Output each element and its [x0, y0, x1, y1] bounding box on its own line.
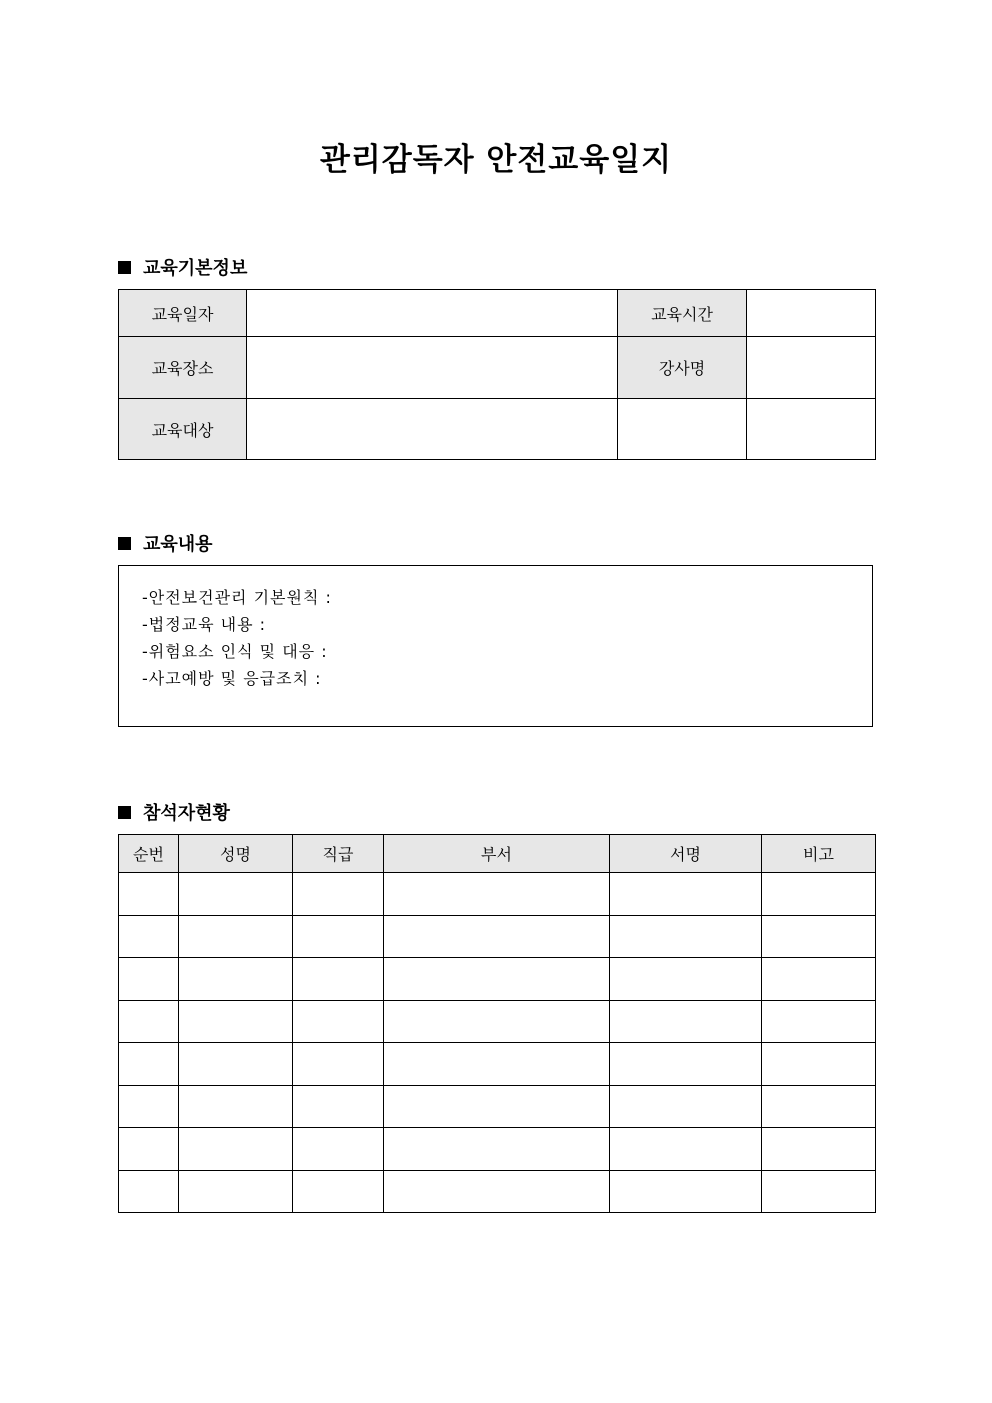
attendance-cell-position[interactable]: [293, 1170, 384, 1213]
table-row: [119, 399, 876, 460]
attendance-cell-remarks[interactable]: [762, 958, 876, 1001]
content-line: -법정교육 내용 :: [142, 615, 267, 634]
attendance-cell-position[interactable]: [293, 915, 384, 958]
attendance-cell-number[interactable]: [119, 915, 179, 958]
column-header-remarks: 비고: [762, 835, 876, 873]
content-line: -위험요소 인식 및 대응 :: [142, 642, 328, 661]
section-heading-basic-info: [118, 254, 247, 280]
table-row: [119, 873, 876, 916]
table-row: [119, 1000, 876, 1043]
attendance-cell-signature[interactable]: [610, 915, 762, 958]
attendance-cell-name[interactable]: [179, 1043, 293, 1086]
section-heading-attendance: [118, 799, 230, 825]
section-heading-label: 교육기본정보: [143, 258, 248, 279]
table-row: [119, 1170, 876, 1213]
education-content-box[interactable]: [118, 565, 873, 727]
empty-cell[interactable]: [618, 399, 747, 460]
column-header-signature: 서명: [610, 835, 762, 873]
attendance-cell-position[interactable]: [293, 958, 384, 1001]
attendance-cell-number[interactable]: [119, 873, 179, 916]
attendance-cell-remarks[interactable]: [762, 1085, 876, 1128]
education-time-field[interactable]: [747, 290, 876, 337]
attendance-cell-name[interactable]: [179, 958, 293, 1001]
attendance-cell-department[interactable]: [384, 1043, 610, 1086]
attendance-cell-number[interactable]: [119, 1000, 179, 1043]
square-bullet-icon: [118, 537, 131, 550]
empty-cell[interactable]: [747, 399, 876, 460]
section-heading-label: 참석자현황: [143, 803, 230, 824]
attendance-cell-department[interactable]: [384, 958, 610, 1001]
table-row: [119, 915, 876, 958]
attendance-cell-remarks[interactable]: [762, 915, 876, 958]
attendance-cell-remarks[interactable]: [762, 1170, 876, 1213]
square-bullet-icon: [118, 261, 131, 274]
attendance-cell-signature[interactable]: [610, 1128, 762, 1171]
education-target-label: 교육대상: [119, 399, 247, 460]
table-row: [119, 958, 876, 1001]
attendance-cell-department[interactable]: [384, 1128, 610, 1171]
attendance-cell-remarks[interactable]: [762, 1000, 876, 1043]
attendance-cell-remarks[interactable]: [762, 873, 876, 916]
attendance-cell-signature[interactable]: [610, 958, 762, 1001]
attendance-cell-number[interactable]: [119, 1085, 179, 1128]
attendance-cell-name[interactable]: [179, 873, 293, 916]
education-date-label: 교육일자: [119, 290, 247, 337]
attendance-cell-department[interactable]: [384, 1085, 610, 1128]
square-bullet-icon: [118, 806, 131, 819]
attendance-cell-remarks[interactable]: [762, 1128, 876, 1171]
education-target-field[interactable]: [247, 399, 618, 460]
attendance-cell-number[interactable]: [119, 1170, 179, 1213]
attendance-cell-name[interactable]: [179, 1085, 293, 1128]
education-place-label: 교육장소: [119, 337, 247, 399]
attendance-cell-department[interactable]: [384, 873, 610, 916]
table-row: [119, 290, 876, 337]
attendance-cell-signature[interactable]: [610, 1170, 762, 1213]
attendance-cell-department[interactable]: [384, 915, 610, 958]
page-title: 관리감독자 안전교육일지: [319, 142, 673, 178]
table-row: [119, 1128, 876, 1171]
instructor-label: 강사명: [618, 337, 747, 399]
attendance-cell-signature[interactable]: [610, 1085, 762, 1128]
column-header-number: 순번: [119, 835, 179, 873]
section-heading-label: 교육내용: [143, 534, 213, 555]
education-time-label: 교육시간: [618, 290, 747, 337]
education-place-field[interactable]: [247, 337, 618, 399]
attendance-cell-name[interactable]: [179, 1170, 293, 1213]
table-row: [119, 337, 876, 399]
attendance-cell-name[interactable]: [179, 915, 293, 958]
attendance-cell-remarks[interactable]: [762, 1043, 876, 1086]
attendance-cell-position[interactable]: [293, 1128, 384, 1171]
attendance-cell-signature[interactable]: [610, 1000, 762, 1043]
attendance-cell-name[interactable]: [179, 1128, 293, 1171]
column-header-position: 직급: [293, 835, 384, 873]
education-date-field[interactable]: [247, 290, 618, 337]
attendance-cell-position[interactable]: [293, 873, 384, 916]
basic-info-table: [118, 289, 876, 460]
attendance-cell-number[interactable]: [119, 958, 179, 1001]
attendance-cell-department[interactable]: [384, 1170, 610, 1213]
attendance-cell-position[interactable]: [293, 1085, 384, 1128]
attendance-cell-number[interactable]: [119, 1128, 179, 1171]
content-line: -안전보건관리 기본원칙 :: [142, 588, 332, 607]
section-heading-content: [118, 530, 213, 556]
content-line: -사고예방 및 응급조치 :: [142, 669, 322, 688]
attendance-cell-name[interactable]: [179, 1000, 293, 1043]
column-header-name: 성명: [179, 835, 293, 873]
column-header-department: 부서: [384, 835, 610, 873]
attendance-cell-signature[interactable]: [610, 873, 762, 916]
attendance-cell-number[interactable]: [119, 1043, 179, 1086]
attendance-cell-signature[interactable]: [610, 1043, 762, 1086]
attendance-table: [118, 834, 876, 1213]
table-row: [119, 1085, 876, 1128]
attendance-cell-position[interactable]: [293, 1043, 384, 1086]
attendance-cell-position[interactable]: [293, 1000, 384, 1043]
attendance-cell-department[interactable]: [384, 1000, 610, 1043]
table-row: [119, 1043, 876, 1086]
instructor-field[interactable]: [747, 337, 876, 399]
table-header-row: [119, 835, 876, 873]
